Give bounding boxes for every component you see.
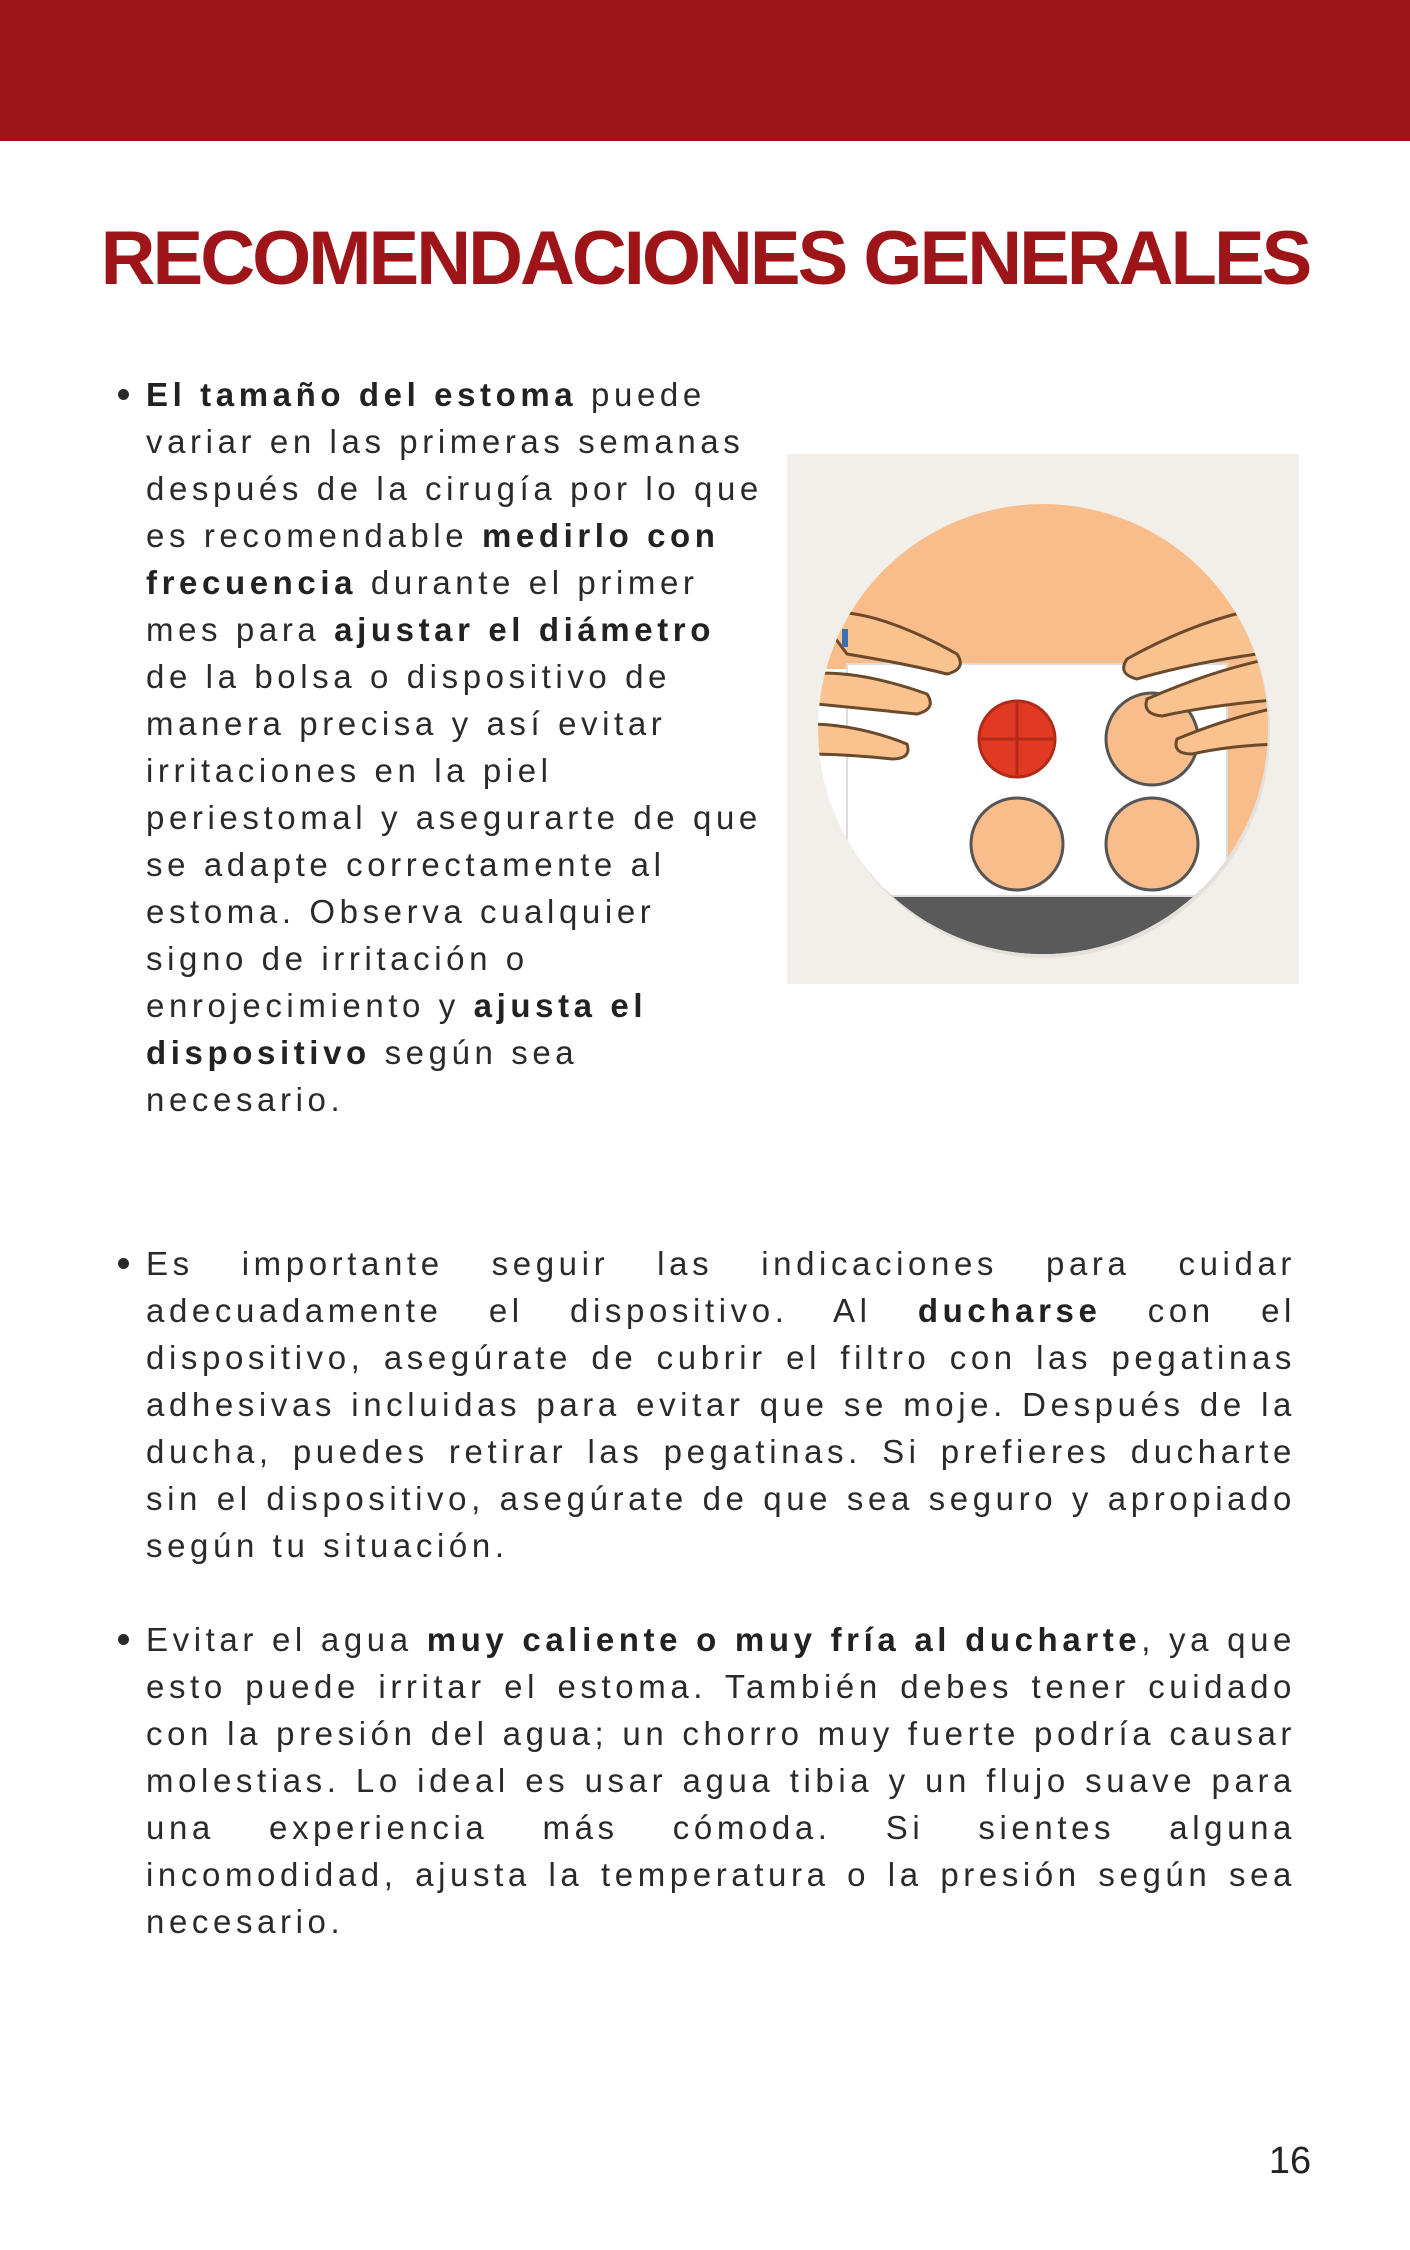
stoma-measuring-guide-icon <box>787 454 1299 984</box>
text-segment: , ya que esto puede irritar el estoma. También debes tener cuidado con la presión del agua; un chorro muy fuerte podría causar molestias. Lo ideal es usar agua tibia y un flujo suave para una experiencia más cómoda. Si sientes alguna incomodidad, ajusta la temperatura o la presión según sea necesario. <box>146 1621 1296 1940</box>
text-segment: Es importante seguir las indicaciones para cuidar adecuadamente el dispositivo. Al <box>146 1245 1296 1329</box>
text-segment: durante el primer mes para <box>146 564 699 648</box>
bullet-marker <box>118 1634 129 1645</box>
bold-text-segment: ducharse <box>917 1292 1102 1329</box>
bullet-marker <box>118 1258 129 1269</box>
bullet-paragraph-3 <box>146 1616 1296 1945</box>
bold-text-segment: ajusta el dispositivo <box>146 987 648 1071</box>
bullet-marker <box>118 389 129 400</box>
bold-text-segment: muy caliente o muy fría al ducharte <box>426 1621 1142 1658</box>
bullet-paragraph-2 <box>146 1240 1296 1569</box>
text-segment: con el dispositivo, asegúrate de cubrir el filtro con las pegatinas adhesivas incluidas para evitar que se moje. Después de la ducha, puedes retirar las pegatinas. Si prefieres ducharte sin el dispositivo, asegúrate de que sea seguro y apropiado según tu situación. <box>146 1292 1296 1564</box>
bold-text-segment: medirlo con frecuencia <box>146 517 720 601</box>
stoma-measuring-guide-illustration <box>787 454 1299 984</box>
bold-text-segment: El tamaño del estoma <box>146 376 578 413</box>
text-segment: de la bolsa o dispositivo de manera precisa y así evitar irritaciones en la piel periestomal y asegurarte de que se adapte correctamente al estoma. Observa cualquier signo de irritación o enrojecimiento y <box>146 658 762 1024</box>
bold-text-segment: ajustar el diámetro <box>334 611 715 648</box>
text-segment: según sea necesario. <box>146 1034 579 1118</box>
text-segment: Evitar el agua <box>146 1621 427 1658</box>
header-band <box>0 0 1410 141</box>
page-number: 16 <box>1268 2140 1312 2182</box>
bullet-paragraph-1 <box>146 371 766 1123</box>
text-segment: puede variar en las primeras semanas después de la cirugía por lo que es recomendable <box>146 376 763 554</box>
page-title: RECOMENDACIONES GENERALES <box>100 216 1310 301</box>
